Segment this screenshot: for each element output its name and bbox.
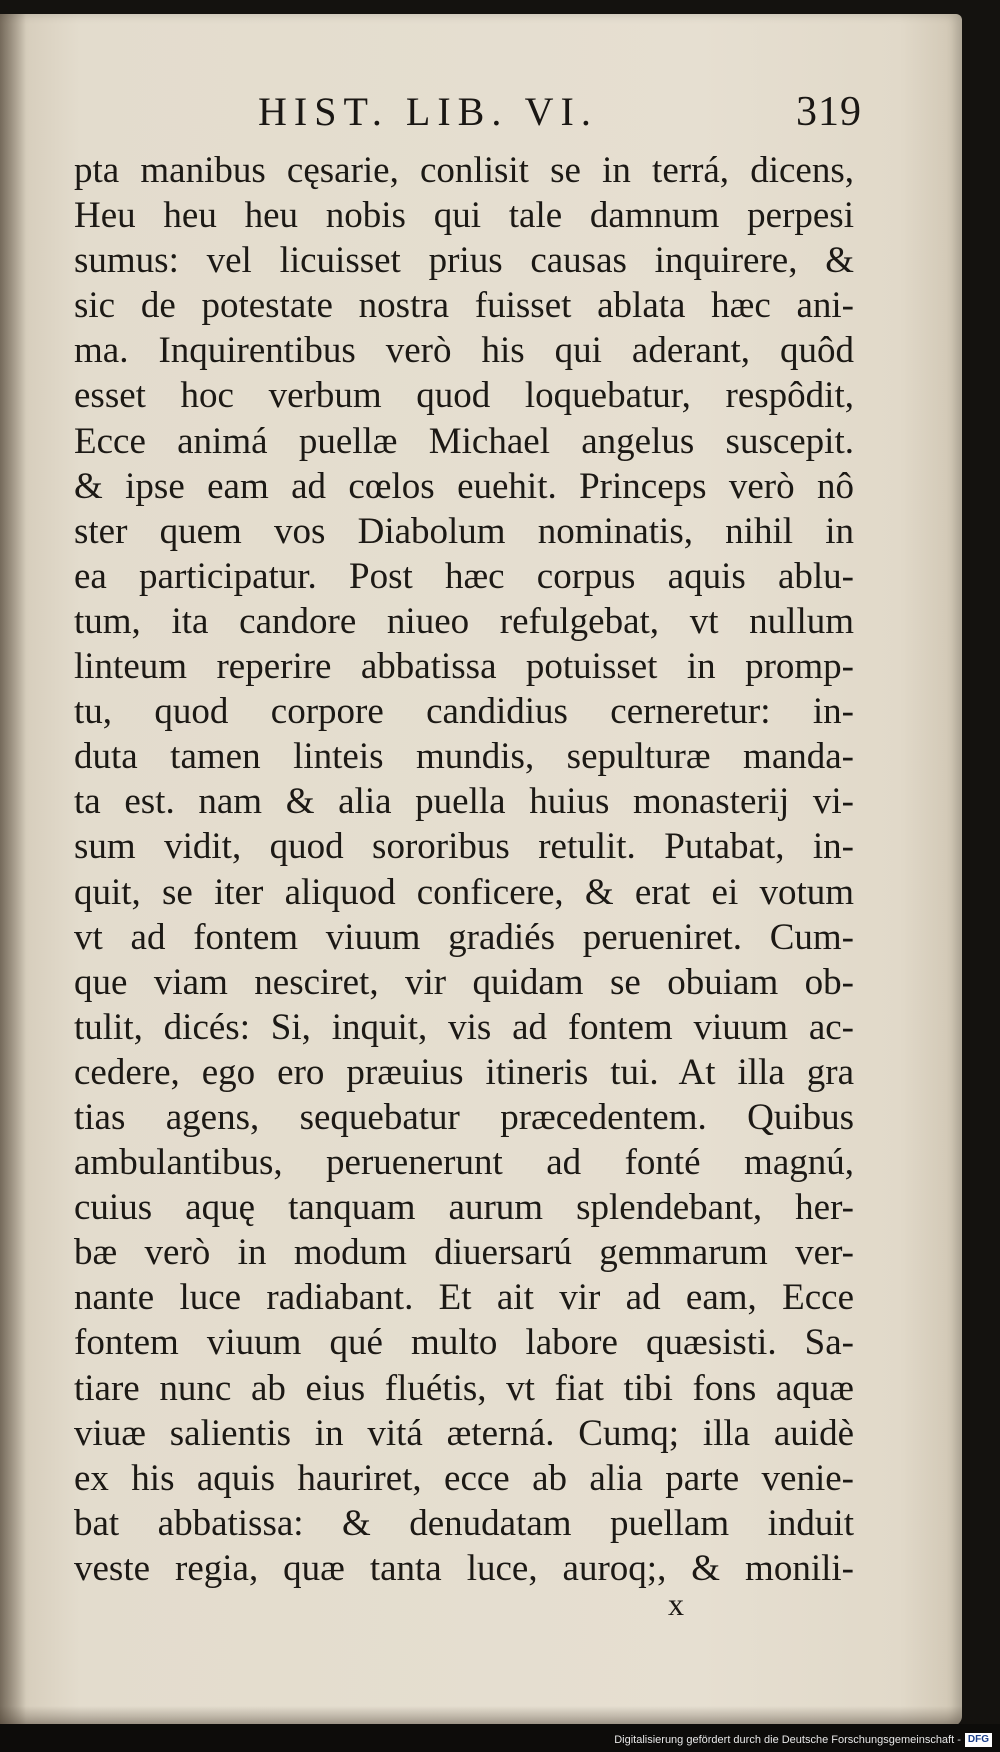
text-line: ex his aquis hauriret, ecce ab alia parte venie- [74,1457,854,1499]
text-line: cuius aquę tanquam aurum splendebant, her- [74,1187,854,1229]
text-line: & ipse eam ad cœlos euehit. Princeps verò nô [74,465,854,507]
page-gutter-shadow [0,14,26,1726]
footer-credit-text: Digitalisierung gefördert durch die Deutsche Forschungsgemeinschaft - [614,1733,961,1746]
body-text [74,148,854,1591]
text-line: fontem viuum qué multo labore quæsisti. Sa- [74,1322,854,1364]
running-title: HIST. LIB. VI. [258,89,598,134]
text-line: sum vidit, quod sororibus retulit. Putabat, in- [74,826,854,868]
footer-credit [614,1733,992,1747]
text-line: quit, se iter aliquod conficere, & erat ei votum [74,871,854,913]
text-line: ster quem vos Diabolum nominatis, nihil in [74,510,854,552]
text-line: nante luce radiabant. Et ait vir ad eam, Ecce [74,1277,854,1319]
text-line: ta est. nam & alia puella huius monasterij vi- [74,781,854,823]
text-line: bæ verò in modum diuersarú gemmarum ver- [74,1232,854,1274]
text-line: cedere, ego ero præuius itineris tui. At illa gra [74,1051,854,1093]
book-page [0,14,962,1726]
text-line: vt ad fontem viuum gradiés perueniret. Cum- [74,916,854,958]
page-number: 319 [796,89,862,135]
signature-mark: x [668,1586,684,1622]
text-line: viuæ salientis in vitá æterná. Cumq; illa auidè [74,1412,854,1454]
text-line: Ecce animá puellæ Michael angelus suscepit. [74,420,854,462]
text-line: tiare nunc ab eius fluétis, vt fiat tibi fons aquæ [74,1367,854,1409]
text-line: esset hoc verbum quod loquebatur, respôdit, [74,375,854,417]
text-line: tias agens, sequebatur præcedentem. Quibus [74,1096,854,1138]
text-line: linteum reperire abbatissa potuisset in promp- [74,646,854,688]
running-head [0,88,962,138]
text-line: Heu heu heu nobis qui tale damnum perpesi [74,195,854,237]
text-line: veste regia, quæ tanta luce, auroq;, & monili- [74,1547,854,1589]
text-line: que viam nesciret, vir quidam se obuiam ob- [74,961,854,1003]
text-line: ma. Inquirentibus verò his qui aderant, quôd [74,330,854,372]
text-line: sumus: vel licuisset prius causas inquirere, & [74,240,854,282]
text-line: tulit, dicés: Si, inquit, vis ad fontem viuum ac- [74,1006,854,1048]
text-line: sic de potestate nostra fuisset ablata hæc ani- [74,285,854,327]
text-line: ea participatur. Post hæc corpus aquis ablu- [74,555,854,597]
text-line: tu, quod corpore candidius cerneretur: in- [74,691,854,733]
text-line: tum, ita candore niueo refulgebat, vt nullum [74,600,854,642]
text-line: pta manibus cęsarie, conlisit se in terrá, dicens, [74,150,854,191]
page-bottom-edge [0,1706,962,1726]
dfg-logo: DFG [965,1733,992,1747]
text-line: duta tamen linteis mundis, sepulturæ manda- [74,736,854,778]
text-line: bat abbatissa: & denudatam puellam induit [74,1502,854,1544]
footer-bar [0,1724,1000,1752]
text-line: ambulantibus, peruenerunt ad fonté magnú, [74,1142,854,1184]
